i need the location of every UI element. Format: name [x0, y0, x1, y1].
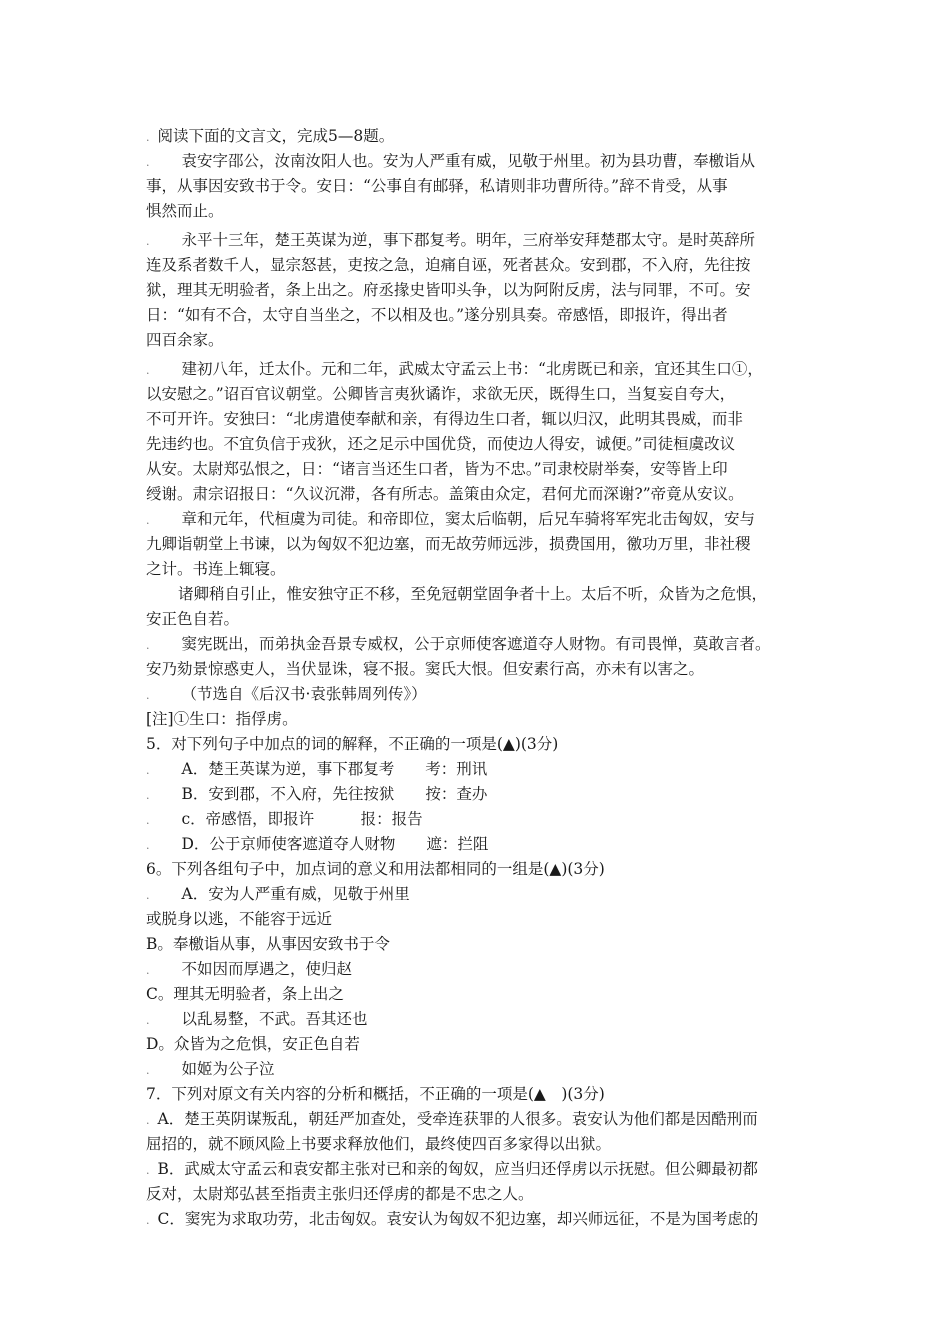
text-line	[146, 808, 816, 832]
text-line	[146, 383, 816, 405]
line-text: 7．下列对原文有关内容的分析和概括，不正确的一项是(▲ )(3分)	[146, 1085, 605, 1103]
text-line	[146, 1108, 816, 1132]
text-line	[146, 983, 816, 1005]
line-text: 不可开许。安独曰：“北虏遣使奉献和亲，有得边生口者，辄以归汉，此明其畏威，而非	[146, 410, 743, 428]
text-line	[146, 633, 816, 657]
line-text: （节选自《后汉书·袁张韩周列传》）	[181, 685, 427, 703]
line-text: 屈招的，就不顾风险上书要求释放他们，最终使四百多家得以出狱。	[146, 1135, 612, 1153]
paragraph-marker: .	[146, 1164, 150, 1177]
line-text: C。理其无明验者，条上出之	[146, 985, 344, 1003]
text-line	[146, 1083, 816, 1105]
text-line	[146, 175, 816, 197]
line-text: 之计。书连上辄寝。	[146, 560, 286, 578]
line-text: 绶谢。肃宗诏报日：“久议沉滞，各有所志。盖策由众定，君何尤而深谢?”帝竟从安议。	[146, 485, 744, 503]
line-text: 如姬为公子泣	[181, 1060, 275, 1078]
text-line	[146, 433, 816, 455]
line-text: C．窦宪为求取功劳，北击匈奴。袁安认为匈奴不犯边塞，却兴师远征，不是为国考虑的	[157, 1210, 759, 1228]
line-text: 连及系者数千人，显宗怒甚，吏按之急，迫痛自诬，死者甚众。安到郡，不入府，先往按	[146, 256, 751, 274]
paragraph-marker: .	[146, 1064, 150, 1077]
line-text: 日：“如有不合，太守自当坐之，不以相及也。”遂分别具奏。帝感悟，即报许，得出者	[146, 306, 728, 324]
line-text: 诸卿稍自引止，惟安独守正不移，至免冠朝堂固争者十上。太后不听，众皆为之危惧，	[178, 585, 768, 603]
paragraph-marker: .	[146, 156, 150, 169]
line-text: 以乱易整，不武。吾其还也	[181, 1010, 368, 1028]
text-line	[146, 608, 816, 630]
line-text: A．楚王英阴谋叛乱，朝廷严加查处，受牵连获罪的人很多。袁安认为他们都是因酷刑而	[157, 1110, 758, 1128]
text-line	[146, 958, 816, 982]
text-line	[146, 908, 816, 930]
text-line	[146, 658, 816, 680]
text-line	[146, 483, 816, 505]
line-text: 章和元年，代桓虞为司徒。和帝即位，窦太后临朝，后兄车骑将军宪北击匈奴，安与	[181, 510, 756, 528]
line-text: [注]①生口：指俘虏。	[146, 710, 298, 728]
line-text: 以安慰之。”诏百官议朝堂。公卿皆言夷狄谲诈，求欲无厌，既得生口，当复妄自夸大，	[146, 385, 736, 403]
text-line	[146, 1008, 816, 1032]
line-text: 或脱身以逃，不能容于远近	[146, 910, 333, 928]
line-text: B。奉檄诣从事，从事因安致书于令	[146, 935, 390, 953]
text-line	[146, 858, 816, 880]
text-line	[146, 883, 816, 907]
paragraph-marker: .	[146, 964, 150, 977]
line-text: 安正色自若。	[146, 610, 240, 628]
text-line	[146, 125, 816, 149]
line-text: 四百余家。	[146, 331, 224, 349]
paragraph-marker: .	[146, 1014, 150, 1027]
line-text: D。众皆为之危惧，安正色自若	[146, 1035, 360, 1053]
paragraph-marker: .	[146, 889, 150, 902]
text-line	[146, 558, 816, 580]
text-line	[146, 758, 816, 782]
line-text: 5．对下列句子中加点的词的解释，不正确的一项是(▲)(3分)	[146, 735, 559, 753]
text-line	[146, 408, 816, 430]
line-text: 窦宪既出，而弟执金吾景专威权，公于京师使客遮道夺人财物。有司畏惮，莫敢言者。	[181, 635, 771, 653]
line-text: 阅读下面的文言文，完成5—8题。	[157, 127, 395, 145]
line-text: 九卿诣朝堂上书谏，以为匈奴不犯边塞，而无故劳师远涉，损费国用，徼功万里，非社稷	[146, 535, 751, 553]
line-text: A．安为人严重有威，见敬于州里	[181, 885, 410, 903]
text-line	[146, 1058, 816, 1082]
line-text: 狱，理其无明验者，条上出之。府丞掾史皆叩头争，以为阿附反虏，法与同罪，不可。安	[146, 281, 751, 299]
line-text: B．安到郡，不入府，先往按狱 按：查办	[181, 785, 488, 803]
line-text: 反对，太尉郑弘甚至指责主张归还俘虏的都是不忠之人。	[146, 1185, 534, 1203]
paragraph-marker: .	[146, 764, 150, 777]
text-line	[146, 304, 816, 326]
line-text: 事，从事因安致书于令。安日：“公事自有邮驿，私请则非功曹所待。”辞不肯受，从事	[146, 177, 728, 195]
text-line	[146, 783, 816, 807]
line-text: A．楚王英谋为逆，事下郡复考 考：刑讯	[181, 760, 488, 778]
paragraph-marker: .	[146, 639, 150, 652]
text-line	[146, 708, 816, 730]
text-line	[146, 508, 816, 532]
text-line	[146, 933, 816, 955]
paragraph-marker: .	[146, 1214, 150, 1227]
line-text: 建初八年，迁太仆。元和二年，武威太守孟云上书：“北虏既已和亲，宜还其生口①，	[181, 360, 763, 378]
text-line	[146, 683, 816, 707]
text-line	[146, 733, 816, 755]
line-text: 先违约也。不宜负信于戎狄，还之足示中国优贷，而使边人得安，诚便。”司徒桓虞改议	[146, 435, 736, 453]
text-line	[146, 150, 816, 174]
line-text: 从安。太尉郑弘恨之，日：“诸言当还生口者，皆为不忠。”司隶校尉举奏，安等皆上印	[146, 460, 728, 478]
text-line	[146, 1208, 816, 1232]
paragraph-marker: .	[146, 814, 150, 827]
text-line	[146, 329, 816, 351]
paragraph-marker: .	[146, 364, 150, 377]
line-text: 永平十三年，楚王英谋为逆，事下郡复考。明年，三府举安拜楚郡太守。是时英辞所	[181, 231, 756, 249]
text-line	[146, 279, 816, 301]
text-line	[146, 229, 816, 253]
line-text: B．武威太守孟云和袁安都主张对已和亲的匈奴，应当归还俘虏以示抚慰。但公卿最初都	[157, 1160, 758, 1178]
text-line	[146, 358, 816, 382]
line-text: 不如因而厚遇之，使归赵	[181, 960, 353, 978]
text-line	[146, 583, 816, 605]
text-line	[146, 533, 816, 555]
text-line	[146, 200, 816, 222]
line-text: 安乃劾景惊惑吏人，当伏显诛，寝不报。窦氏大恨。但安素行高，亦未有以害之。	[146, 660, 705, 678]
line-text: 6。下列各组句子中，加点词的意义和用法都相同的一组是(▲)(3分)	[146, 860, 605, 878]
line-text: c．帝感悟，即报许 报：报告	[181, 810, 423, 828]
text-line	[146, 1183, 816, 1205]
text-line	[146, 1158, 816, 1182]
paragraph-marker: .	[146, 235, 150, 248]
paragraph-marker: .	[146, 689, 150, 702]
paragraph-marker: .	[146, 789, 150, 802]
text-line	[146, 458, 816, 480]
paragraph-marker: .	[146, 514, 150, 527]
line-text: 惧然而止。	[146, 202, 224, 220]
text-line	[146, 833, 816, 857]
paragraph-marker: .	[146, 131, 150, 144]
text-line	[146, 1033, 816, 1055]
text-line	[146, 1133, 816, 1155]
line-text: D．公于京师使客遮道夺人财物 遮：拦阻	[181, 835, 489, 853]
paragraph-marker: .	[146, 1114, 150, 1127]
line-text: 袁安字邵公，汝南汝阳人也。安为人严重有威，见敬于州里。初为县功曹，奉檄诣从	[181, 152, 756, 170]
paragraph-marker: .	[146, 839, 150, 852]
text-line	[146, 254, 816, 276]
